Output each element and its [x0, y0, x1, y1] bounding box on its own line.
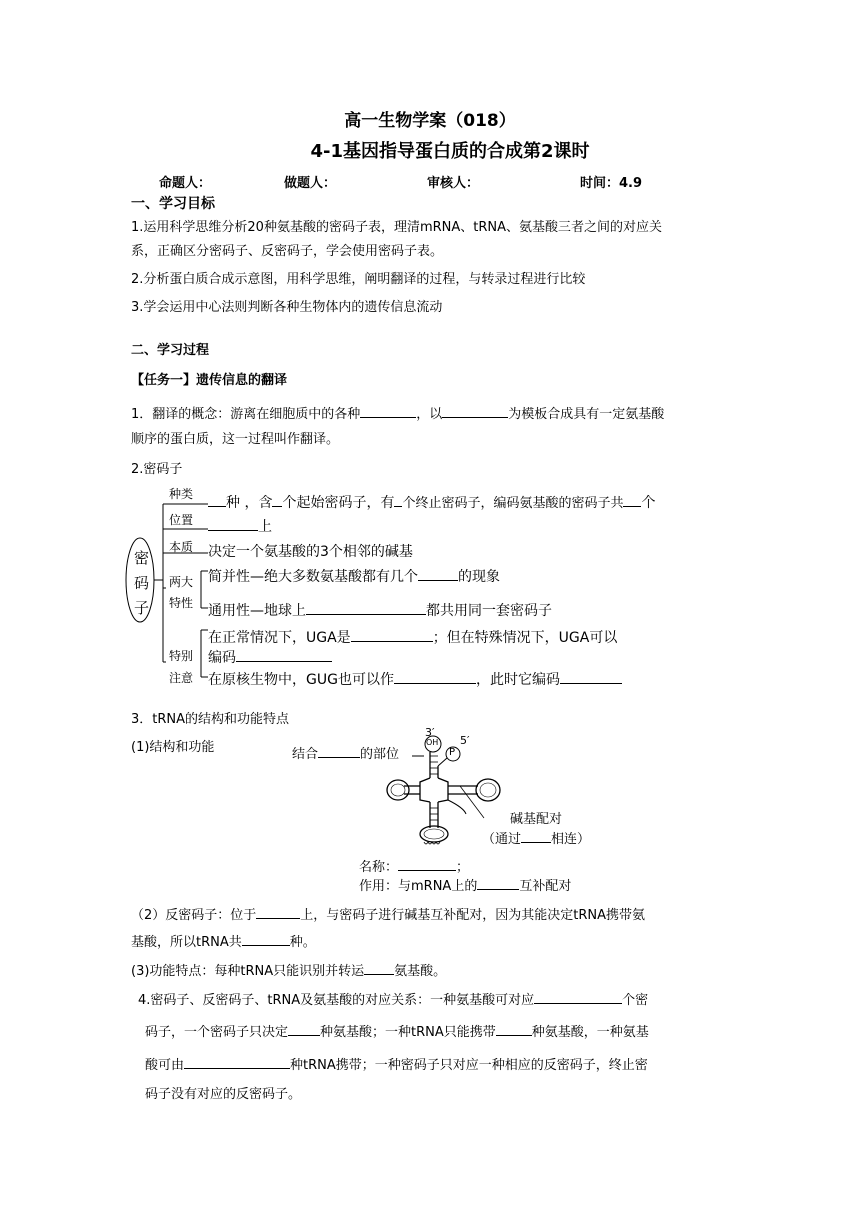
sub2-blank-2[interactable] — [242, 932, 290, 946]
sub2-line2-text-b: 种。 — [289, 935, 316, 950]
codon-special-2-text-a: 在原核生物中，GUG也可以作 — [208, 672, 394, 688]
codon-center-char-3: 子 — [134, 599, 150, 617]
codon-nature-text: 决定一个氨基酸的3个相邻的碱基 — [208, 544, 413, 560]
q4-l2-text-a: 码子，一个密码子只决定 — [145, 1025, 289, 1040]
sub3-text-b: 氨基酸。 — [394, 964, 447, 979]
question-3-sub-2-line-1 — [131, 905, 645, 924]
codon-special-2-blank-1[interactable] — [394, 670, 476, 684]
codon-special-1-line-2 — [208, 647, 332, 667]
time-label: 时间：4.9 — [580, 176, 643, 191]
question-4-line-4: 码子没有对应的反密码子。 — [145, 1087, 302, 1102]
q4-l1-text-a: 4.密码子、反密码子、tRNA及氨基酸的对应关系：一种氨基酸可对应 — [138, 993, 535, 1008]
trna-name-label: 名称： — [359, 860, 399, 875]
codon-label-special-2: 注意 — [169, 671, 194, 685]
codon-trait-2-blank[interactable] — [306, 601, 426, 615]
q1-blank-1[interactable] — [360, 404, 416, 418]
trna-via-line — [482, 828, 590, 847]
codon-center-char-2: 码 — [134, 574, 150, 592]
codon-trait-1-line — [208, 566, 500, 586]
sub3-text-a: (3)功能特点：每种tRNA只能识别并转运 — [131, 964, 365, 979]
codon-position-line — [208, 516, 272, 536]
trna-function-text-b: 互补配对 — [519, 879, 572, 894]
goal-3: 3.学会运用中心法则判断各种生物体内的遗传信息流动 — [131, 300, 443, 315]
codon-label-kind: 种类 — [169, 487, 194, 501]
question-3-sub-1: (1)结构和功能 — [131, 740, 215, 755]
codon-label-position: 位置 — [169, 513, 194, 527]
worker-label: 做题人： — [284, 176, 337, 191]
codon-special-1-text-b: ；但在特殊情况下，UGA可以 — [432, 630, 618, 646]
codon-special-2-text-b: ，此时它编码 — [475, 672, 560, 688]
codon-trait-2-text-a: 通用性—地球上 — [208, 603, 306, 619]
q4-l1-text-b: 个密 — [622, 993, 649, 1008]
goal-2: 2.分析蛋白质合成示意图，用科学思维，阐明翻译的过程，与转录过程进行比较 — [131, 272, 586, 287]
question-1-line-2: 顺序的蛋白质，这一过程叫作翻译。 — [131, 432, 340, 447]
trna-via-text-b: 相连） — [551, 832, 591, 847]
codon-special-2-blank-2[interactable] — [560, 670, 622, 684]
trna-five-prime: 5′ — [460, 734, 470, 747]
q4-blank-2[interactable] — [288, 1022, 320, 1036]
codon-trait-1-text-b: 的现象 — [458, 569, 500, 585]
q1-text-a: 1．翻译的概念：游离在细胞质中的各种 — [131, 407, 361, 422]
sub2-text-b: 上，与密码子进行碱基互补配对，因为其能决定tRNA携带氨 — [300, 908, 646, 923]
sub2-blank-1[interactable] — [256, 905, 300, 919]
q4-l2-text-c: 种氨基酸，一种氨基 — [531, 1025, 649, 1040]
codon-kind-blank-1[interactable] — [208, 493, 226, 507]
codon-label-traits-2: 特性 — [169, 596, 194, 610]
task-1-heading: 【任务一】遗传信息的翻译 — [131, 373, 288, 388]
q4-blank-3[interactable] — [496, 1022, 532, 1036]
q1-text-b: ，以 — [416, 407, 443, 422]
question-3: 3．tRNA的结构和功能特点 — [131, 712, 290, 727]
codon-special-1-line — [208, 627, 617, 647]
sub3-blank[interactable] — [364, 961, 394, 975]
author-label: 命题人： — [159, 176, 212, 191]
codon-label-special-1: 特别 — [169, 649, 194, 663]
sub2-text-a: （2）反密码子：位于 — [131, 908, 257, 923]
sub2-line2-text-a: 基酸，所以tRNA共 — [131, 935, 242, 950]
codon-trait-1-blank[interactable] — [418, 567, 458, 581]
question-3-sub-3 — [131, 961, 446, 980]
question-4-line-3 — [145, 1055, 648, 1074]
codon-special-1-text-a: 在正常情况下，UGA是 — [208, 630, 351, 646]
question-3-sub-2-line-2 — [131, 932, 316, 951]
codon-special-1-text-c: 编码 — [208, 650, 236, 666]
codon-trait-1-text-a: 简并性—绝大多数氨基酸都有几个 — [208, 569, 418, 585]
trna-three-prime: 3′ — [425, 726, 435, 739]
q1-text-c: 为模板合成具有一定氨基酸 — [508, 407, 665, 422]
codon-kind-text-b: 个起始密码子，有 — [282, 495, 395, 511]
reviewer-label: 审核人： — [427, 176, 480, 191]
q4-l2-text-b: 种氨基酸；一种tRNA只能携带 — [320, 1025, 496, 1040]
q4-blank-1[interactable] — [534, 990, 622, 1004]
section-heading-process: 二、学习过程 — [131, 343, 210, 358]
trna-name-line — [359, 856, 469, 875]
trna-function-blank[interactable] — [477, 876, 519, 890]
codon-center-char-1: 密 — [134, 549, 150, 567]
page-title: 高一生物学案（018） — [344, 111, 516, 131]
codon-kind-blank-2[interactable] — [272, 493, 282, 507]
codon-kind-text-d: 个 — [641, 495, 656, 511]
trna-p-label: P — [449, 747, 456, 758]
q4-blank-4[interactable] — [184, 1055, 290, 1069]
trna-oh-label: OH — [426, 738, 439, 747]
q4-l3-text-a: 酸可由 — [145, 1058, 185, 1073]
question-4-line-2 — [145, 1022, 649, 1041]
codon-kind-line — [208, 492, 655, 512]
codon-kind-text-a: 种 ，含 — [226, 495, 273, 511]
question-4-line-1 — [138, 990, 648, 1009]
trna-function-text-a: 作用：与mRNA上的 — [359, 879, 478, 894]
trna-pair-label: 碱基配对 — [510, 812, 563, 827]
trna-bind-blank[interactable] — [318, 744, 360, 758]
q1-blank-2[interactable] — [442, 404, 508, 418]
trna-function-line — [359, 875, 571, 894]
trna-bind-text-b: 的部位 — [360, 747, 400, 762]
codon-label-nature: 本质 — [169, 540, 194, 554]
section-heading-goals: 一、学习目标 — [131, 196, 215, 212]
goal-1-line-1: 1.运用科学思维分析20种氨基酸的密码子表，理清mRNA、tRNA、氨基酸三者之间的对应关 — [131, 220, 663, 235]
codon-kind-text-c: 个终止密码子，编码氨基酸的密码子共 — [402, 496, 624, 511]
page-subtitle: 4-1基因指导蛋白质的合成第2课时 — [310, 141, 590, 162]
codon-position-text: 上 — [258, 519, 272, 535]
codon-label-traits-1: 两大 — [169, 575, 194, 589]
codon-special-1-blank-2[interactable] — [236, 648, 332, 662]
codon-special-2-line — [208, 669, 622, 689]
trna-via-blank[interactable] — [521, 829, 551, 843]
codon-trait-2-line — [208, 600, 552, 620]
question-1-line-1 — [131, 404, 664, 423]
goal-1-line-2: 系，正确区分密码子、反密码子，学会使用密码子表。 — [131, 244, 444, 259]
trna-bind-text-a: 结合 — [292, 747, 319, 762]
codon-position-blank[interactable] — [208, 517, 258, 531]
codon-special-1-blank-1[interactable] — [351, 628, 433, 642]
trna-name-end: ； — [456, 860, 470, 875]
trna-via-text-a: （通过 — [482, 832, 522, 847]
trna-name-blank[interactable] — [398, 857, 456, 871]
codon-kind-blank-4[interactable] — [623, 493, 641, 507]
q4-l3-text-b: 种tRNA携带；一种密码子只对应一种相应的反密码子，终止密 — [290, 1058, 648, 1073]
codon-trait-2-text-b: 都共用同一套密码子 — [426, 603, 552, 619]
question-2: 2.密码子 — [131, 462, 183, 477]
